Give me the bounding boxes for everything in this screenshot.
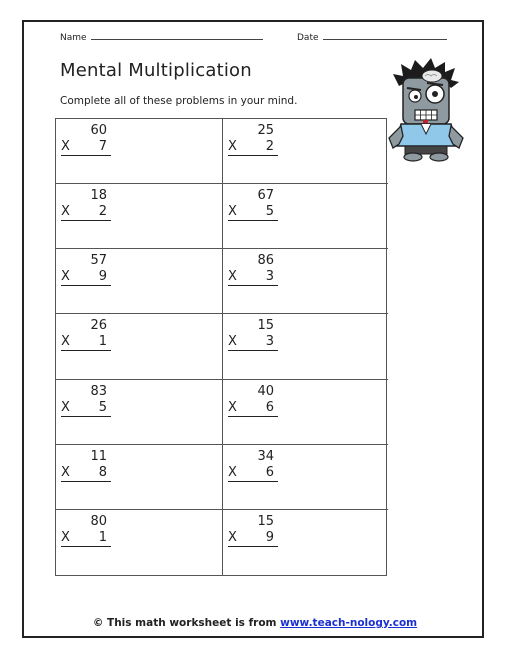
zombie-icon [385,56,467,162]
top-number: 57 [90,253,107,269]
bottom-row [228,269,278,286]
bottom-row [228,204,278,221]
multiplication-problem [61,187,111,221]
multiply-operator: X [61,269,70,285]
problem-cell[interactable] [56,184,223,249]
multiply-operator: X [228,139,237,154]
bottom-number: 6 [265,464,274,480]
top-number: 11 [90,448,107,464]
top-number: 40 [257,383,274,399]
multiplication-problem [228,448,278,482]
top-number: 18 [90,188,107,204]
bottom-number: 6 [265,399,274,415]
bottom-row [61,139,111,156]
teach-nology-link[interactable]: www.teach-nology.com [280,617,418,629]
problem-cell[interactable] [223,184,388,249]
multiplication-problem [61,122,111,156]
multiply-operator: X [61,334,70,350]
multiply-operator: X [61,464,70,480]
bottom-row [61,400,111,417]
multiplication-problem [228,513,278,547]
multiply-operator: X [228,269,237,285]
top-number: 60 [90,123,107,138]
multiplication-problem [61,448,111,482]
top-number: 34 [257,448,274,464]
problem-cell[interactable] [223,249,388,314]
multiply-operator: X [61,204,70,220]
problem-cell[interactable] [223,445,388,510]
multiply-operator: X [228,529,237,545]
problem-cell[interactable] [56,380,223,445]
bottom-number: 5 [265,204,274,220]
top-number: 15 [257,513,274,529]
top-number: 15 [257,318,274,334]
problem-cell[interactable] [56,510,223,575]
top-number: 67 [257,188,274,204]
multiply-operator: X [61,139,70,154]
multiplication-problem [61,513,111,547]
bottom-number: 2 [265,139,274,154]
multiplication-problem [61,383,111,417]
bottom-number: 5 [98,399,107,415]
top-number: 83 [90,383,107,399]
bottom-row [228,400,278,417]
bottom-number: 3 [265,269,274,285]
top-number: 26 [90,318,107,334]
multiplication-problem [61,317,111,351]
problem-cell[interactable] [56,314,223,379]
instructions-text: Complete all of these problems in your mind. [60,95,298,107]
bottom-number: 7 [98,139,107,154]
bottom-number: 1 [98,334,107,350]
problem-cell[interactable] [56,249,223,314]
bottom-row [228,465,278,482]
date-field[interactable] [297,31,447,43]
footer-credit [0,617,510,629]
bottom-number: 9 [265,529,274,545]
footer-text: © This math worksheet is from [92,617,277,629]
multiply-operator: X [228,464,237,480]
multiplication-problem [61,252,111,286]
problem-cell[interactable] [223,510,388,575]
name-blank-line[interactable] [91,31,263,40]
multiplication-problem [228,187,278,221]
top-number: 80 [90,513,107,529]
multiply-operator: X [228,399,237,415]
problem-cell[interactable] [223,119,388,184]
bottom-number: 8 [98,464,107,480]
bottom-row [61,269,111,286]
date-blank-line[interactable] [323,31,447,40]
name-label: Name [60,33,87,43]
multiplication-problem [228,317,278,351]
bottom-row [228,139,278,156]
problem-grid [55,118,387,576]
problem-cell[interactable] [56,119,223,184]
name-field[interactable] [60,31,263,43]
bottom-number: 3 [265,334,274,350]
problem-cell[interactable] [56,445,223,510]
bottom-row [61,334,111,351]
top-number: 25 [257,123,274,138]
bottom-row [228,334,278,351]
multiply-operator: X [61,529,70,545]
bottom-row [61,465,111,482]
multiply-operator: X [61,399,70,415]
multiplication-problem [228,252,278,286]
problem-cell[interactable] [223,314,388,379]
bottom-row [61,530,111,547]
page-title: Mental Multiplication [60,60,252,81]
multiply-operator: X [228,204,237,220]
bottom-number: 9 [98,269,107,285]
problem-cell[interactable] [223,380,388,445]
bottom-number: 2 [98,204,107,220]
bottom-row [228,530,278,547]
multiplication-problem [228,122,278,156]
bottom-row [61,204,111,221]
top-number: 86 [257,253,274,269]
multiply-operator: X [228,334,237,350]
bottom-number: 1 [98,529,107,545]
multiplication-problem [228,383,278,417]
date-label: Date [297,33,319,43]
